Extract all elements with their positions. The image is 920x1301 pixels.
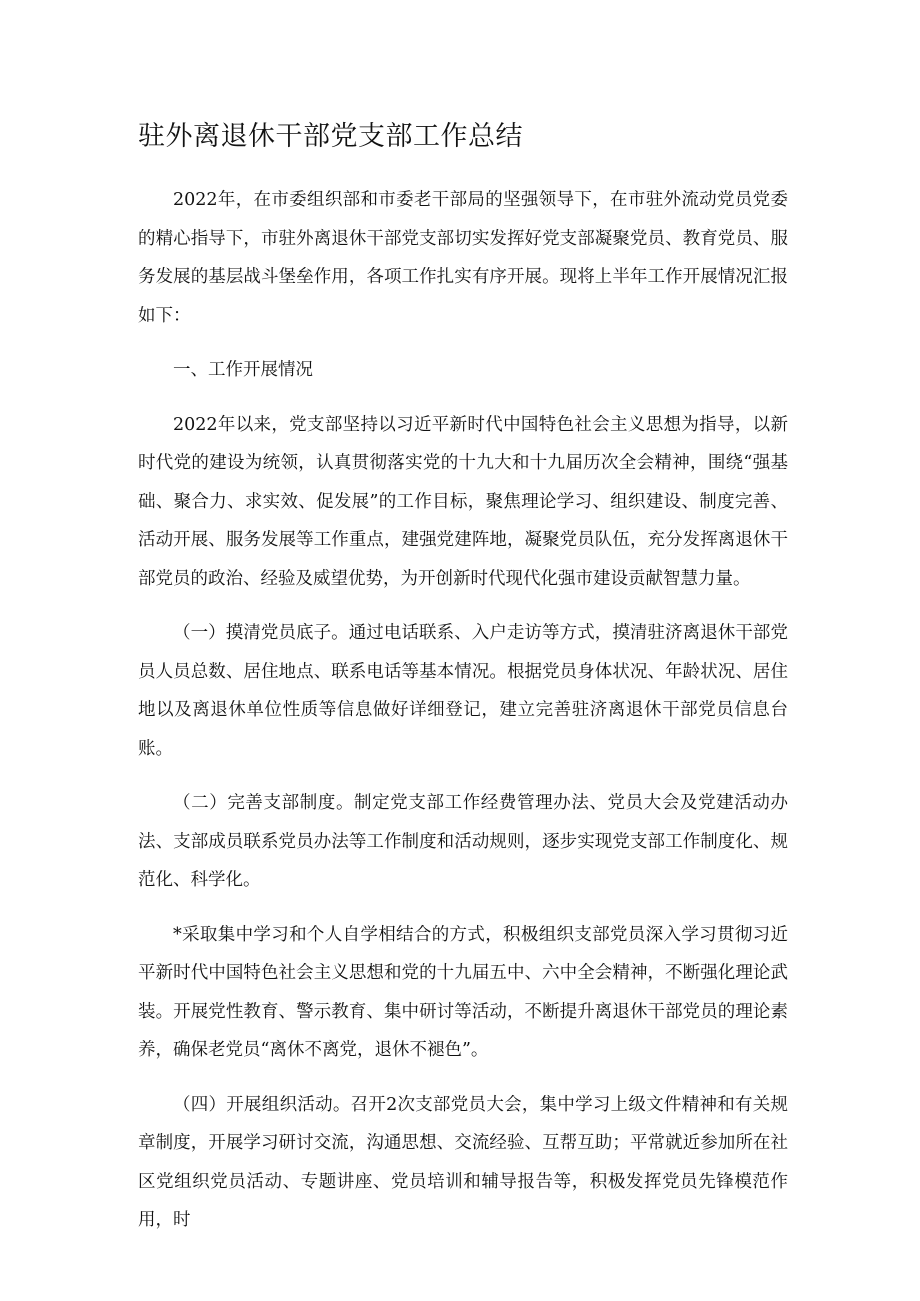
- document-body: [138, 181, 788, 1240]
- item-one-paragraph: （一）摸清党员底子。通过电话联系、入户走访等方式，摸清驻济离退休干部党员人员总数、居住地点、联系电话等基本情况。根据党员身体状况、年龄状况、居住地以及离退休单位性质等信息做好详细登记，建立完善驻济离退休干部党员信息台账。: [138, 623, 788, 759]
- item-three-paragraph: *采取集中学习和个人自学相结合的方式，积极组织支部党员深入学习贯彻习近平新时代中国特色社会主义思想和党的十九届五中、六中全会精神，不断强化理论武装。开展党性教育、警示教育、集中研讨等活动，不断提升离退休干部党员的理论素养，确保老党员“离休不离党，退休不褪色”。: [138, 924, 788, 1060]
- section-one-overview: 2022年以来，党支部坚持以习近平新时代中国特色社会主义思想为指导，以新时代党的建设为统领，认真贯彻落实党的十九大和十九届历次全会精神，围绕“强基础、聚合力、求实效、促发展”的工作目标，聚焦理论学习、组织建设、制度完善、活动开展、服务发展等工作重点，建强党建阵地，凝聚党员队伍，充分发挥离退休干部党员的政治、经验及威望优势，为开创新时代现代化强市建设贡献智慧力量。: [138, 414, 788, 589]
- item-four-paragraph: （四）开展组织活动。召开2次支部党员大会，集中学习上级文件精神和有关规章制度，开展学习研讨交流，沟通思想、交流经验、互帮互助；平常就近参加所在社区党组织党员活动、专题讲座、党员培训和辅导报告等，积极发挥党员先锋模范作用，时: [138, 1094, 788, 1230]
- section-one-heading: 一、工作开展情况: [173, 360, 313, 380]
- item-two-paragraph: （二）完善支部制度。制定党支部工作经费管理办法、党员大会及党建活动办法、支部成员联系党员办法等工作制度和活动规则，逐步实现党支部工作制度化、规范化、科学化。: [138, 793, 788, 890]
- document-title: 驻外离退休干部党支部工作总结: [138, 121, 523, 152]
- intro-paragraph: 2022年，在市委组织部和市委老干部局的坚强领导下，在市驻外流动党员党委的精心指导下，市驻外离退休干部党支部切实发挥好党支部凝聚党员、教育党员、服务发展的基层战斗堡垒作用，各项工作扎实有序开展。现将上半年工作开展情况汇报如下：: [138, 190, 788, 326]
